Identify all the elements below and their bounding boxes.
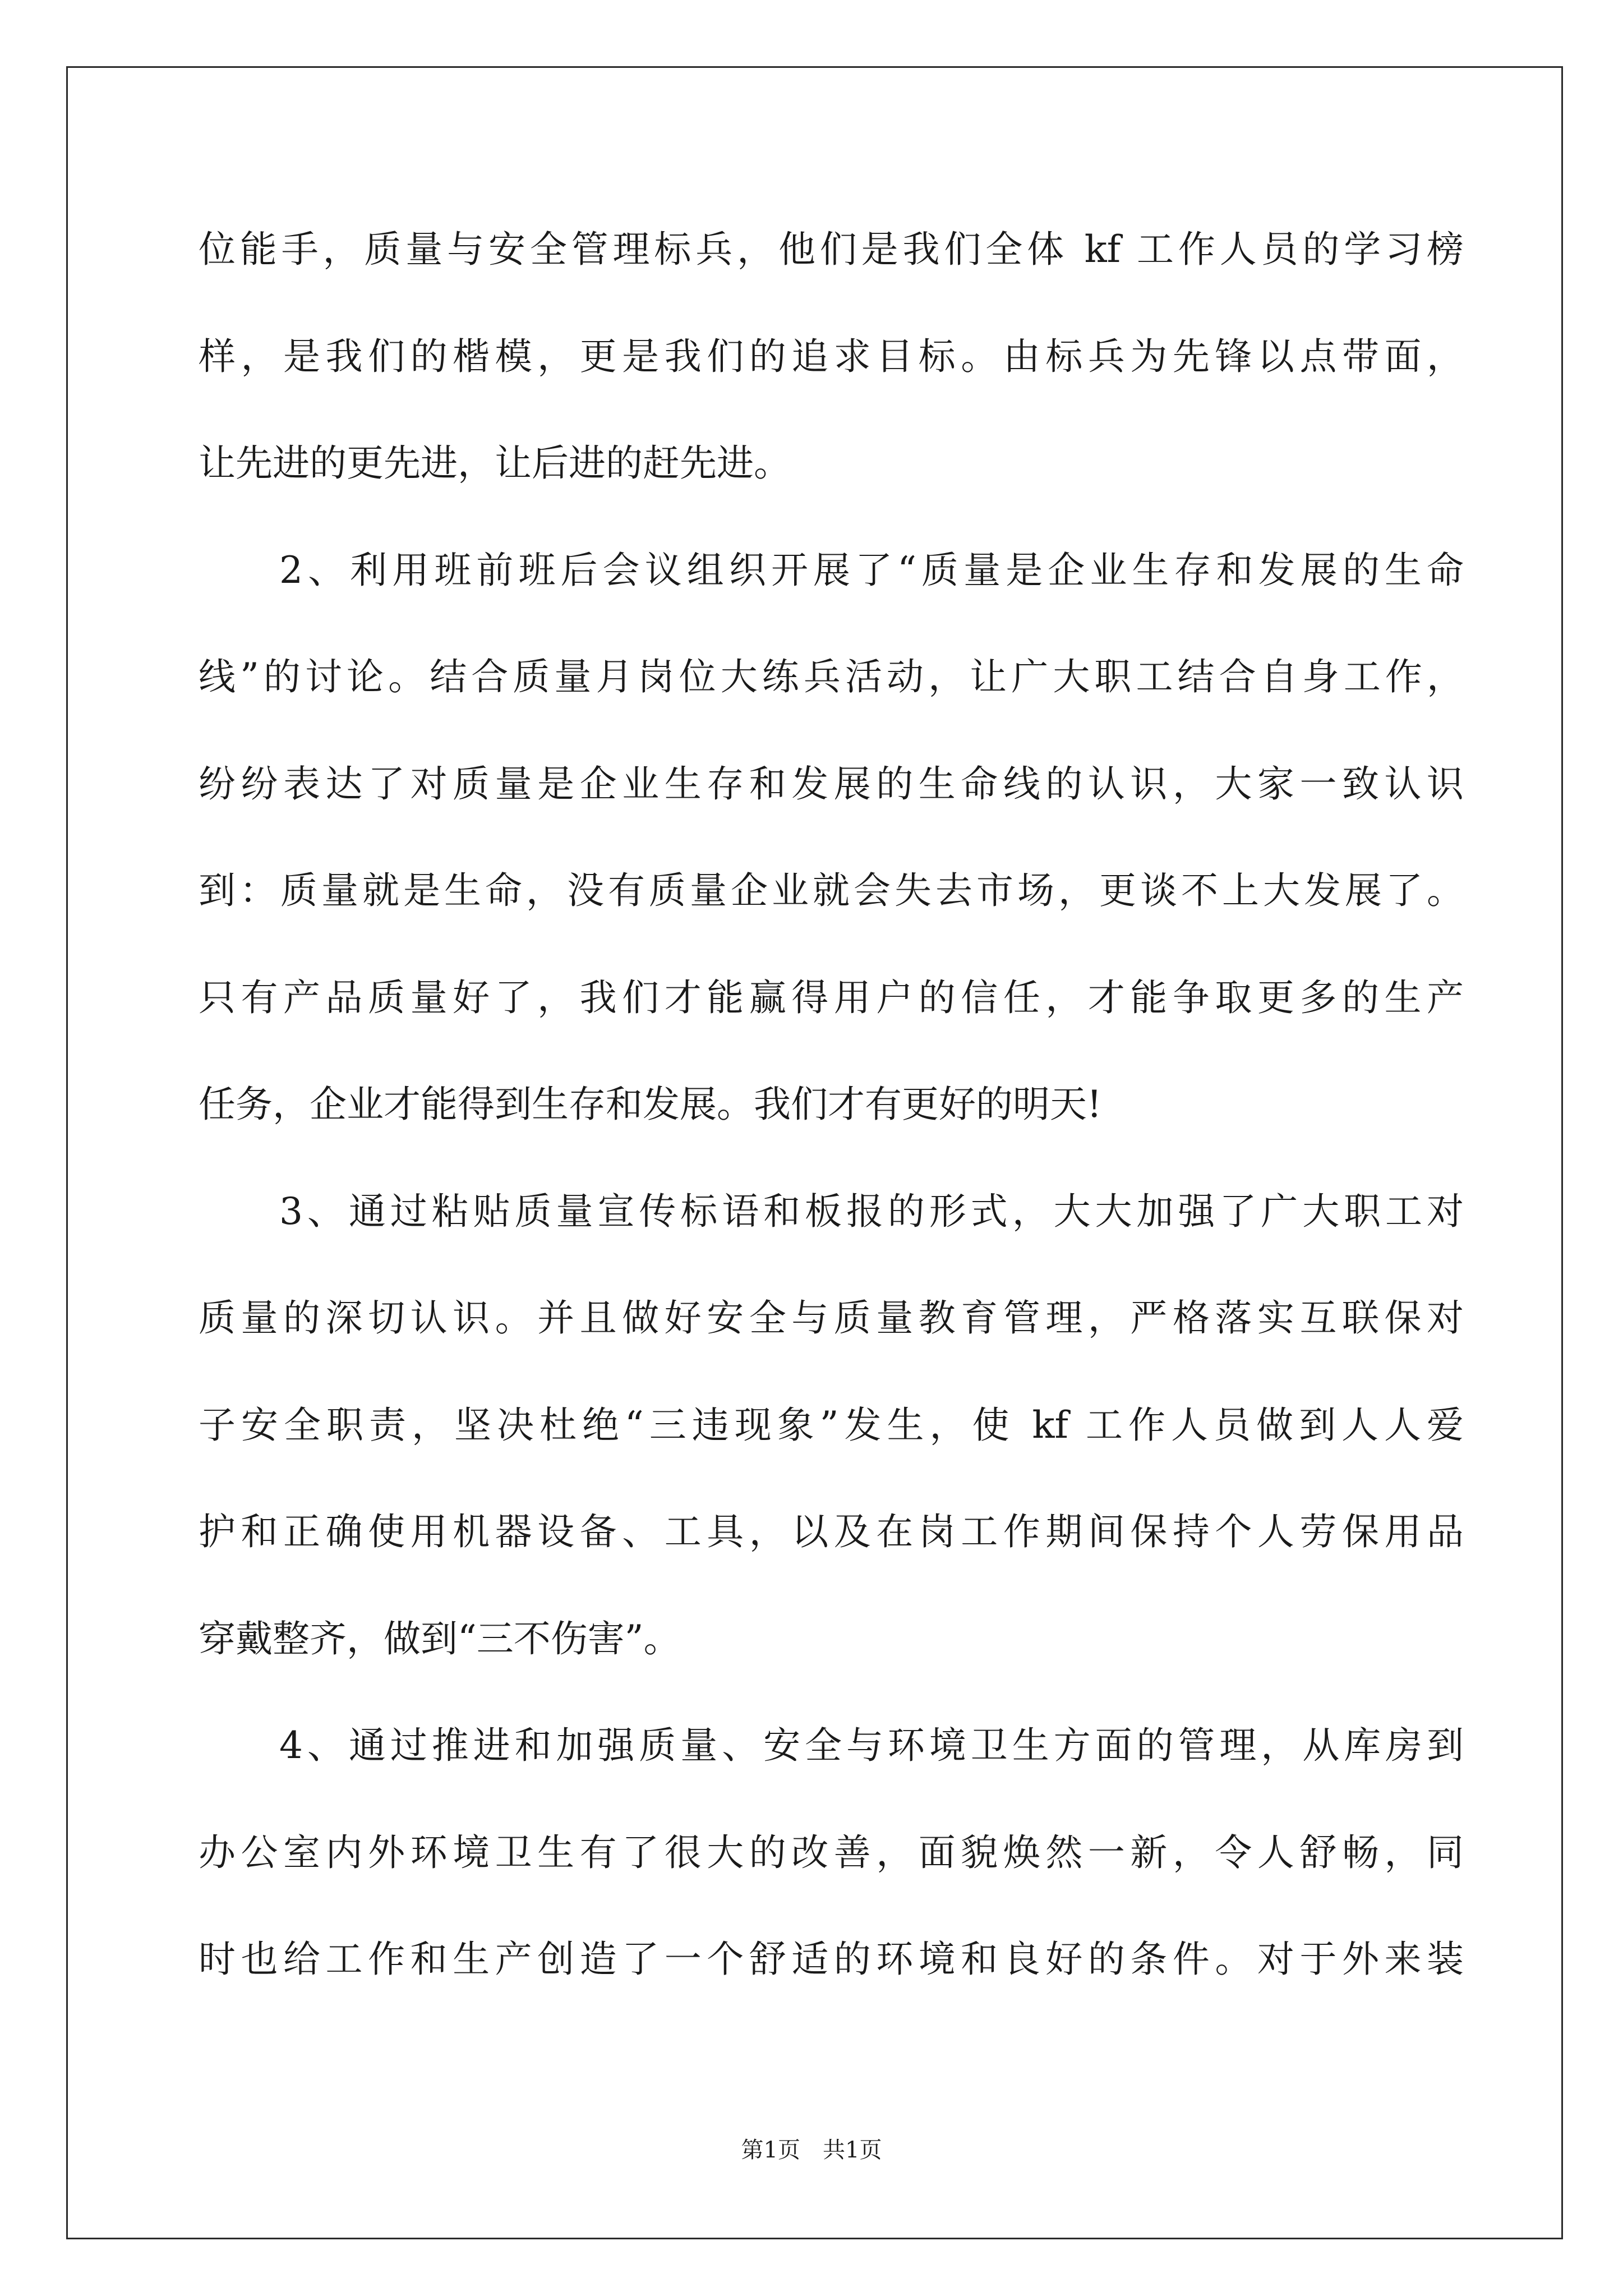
text-line: 位能手，质量与安全管理标兵，他们是我们全体 kf 工作人员的学习榜 bbox=[199, 228, 1464, 271]
text-line: 让先进的更先进，让后进的赶先进。 bbox=[199, 441, 791, 485]
text-line: 2、利用班前班后会议组织开展了“质量是企业生存和发展的生命 bbox=[279, 548, 1464, 592]
text-line: 子安全职责，坚决杜绝“三违现象”发生，使 kf 工作人员做到人人爱 bbox=[199, 1403, 1464, 1447]
text-line: 护和正确使用机器设备、工具，以及在岗工作期间保持个人劳保用品 bbox=[199, 1510, 1464, 1553]
text-line: 时也给工作和生产创造了一个舒适的环境和良好的条件。对于外来装 bbox=[199, 1938, 1464, 1981]
page-footer: 第1页 共1页 bbox=[741, 2137, 882, 2163]
text-line: 穿戴整齐，做到“三不伤害”。 bbox=[199, 1617, 681, 1660]
text-line: 到：质量就是生命，没有质量企业就会失去市场，更谈不上大发展了。 bbox=[199, 869, 1464, 912]
text-line: 纷纷表达了对质量是企业生存和发展的生命线的认识，大家一致认识 bbox=[199, 762, 1464, 806]
text-line: 线”的讨论。结合质量月岗位大练兵活动，让广大职工结合自身工作， bbox=[199, 655, 1464, 698]
text-line: 样，是我们的楷模，更是我们的追求目标。由标兵为先锋以点带面， bbox=[199, 334, 1464, 378]
text-line: 任务，企业才能得到生存和发展。我们才有更好的明天! bbox=[199, 1083, 1102, 1126]
text-line: 4、通过推进和加强质量、安全与环境卫生方面的管理，从库房到 bbox=[279, 1724, 1464, 1767]
text-line: 办公室内外环境卫生有了很大的改善，面貌焕然一新，令人舒畅，同 bbox=[199, 1830, 1464, 1874]
text-line: 3、通过粘贴质量宣传标语和板报的形式，大大加强了广大职工对 bbox=[279, 1189, 1464, 1233]
text-line: 质量的深切认识。并且做好安全与质量教育管理，严格落实互联保对 bbox=[199, 1296, 1464, 1340]
text-line: 只有产品质量好了，我们才能赢得用户的信任，才能争取更多的生产 bbox=[199, 976, 1464, 1019]
document-body bbox=[199, 196, 1464, 2013]
